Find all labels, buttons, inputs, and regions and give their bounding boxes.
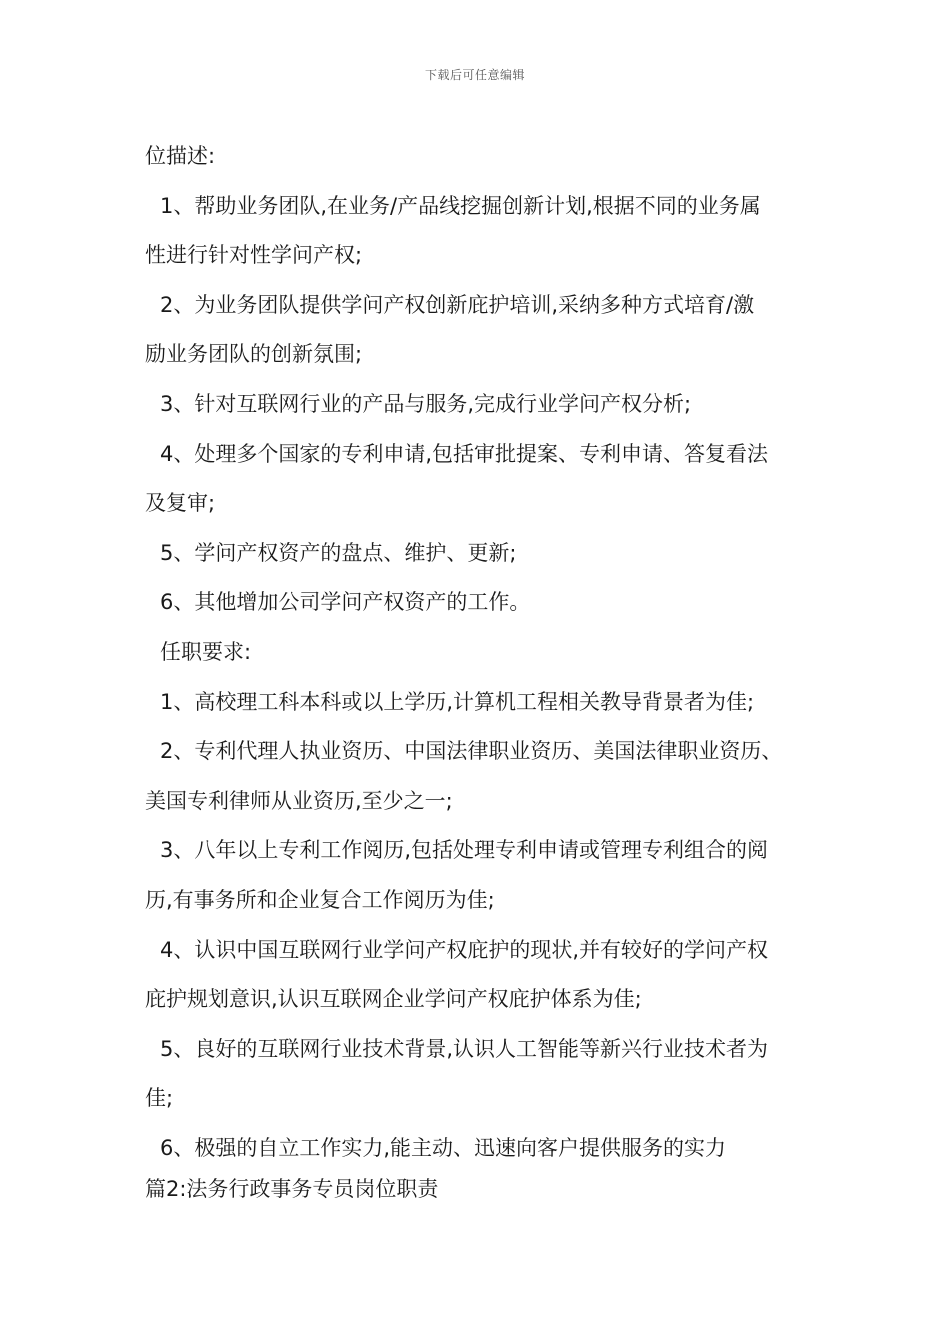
paragraph-line: 历,有事务所和企业复合工作阅历为佳;: [145, 887, 495, 912]
paragraph-line: 6、其他增加公司学问产权资产的工作。: [160, 590, 531, 615]
paragraph-line: 3、八年以上专利工作阅历,包括处理专利申请或管理专利组合的阅: [160, 838, 769, 863]
paragraph-line: 美国专利律师从业资历,至少之一;: [145, 788, 453, 813]
section-heading-requirements: 任职要求:: [160, 639, 252, 664]
paragraph-line: 4、认识中国互联网行业学问产权庇护的现状,并有较好的学问产权: [160, 937, 769, 962]
paragraph-line: 佳;: [145, 1086, 174, 1111]
paragraph-line: 2、专利代理人执业资历、中国法律职业资历、美国法律职业资历、: [160, 739, 783, 764]
document-body: [145, 132, 835, 1209]
paragraph-line: 励业务团队的创新氛围;: [145, 342, 363, 367]
paragraph-line: 位描述:: [145, 144, 216, 168]
paragraph-line: 4、处理多个国家的专利申请,包括审批提案、专利申请、答复看法: [160, 441, 769, 466]
paragraph-line: 1、帮助业务团队,在业务/产品线挖掘创新计划,根据不同的业务属: [160, 193, 761, 218]
paragraph-line: 庇护规划意识,认识互联网企业学问产权庇护体系为佳;: [145, 987, 642, 1012]
paragraph-line: 及复审;: [145, 491, 216, 516]
paragraph-line: 5、学问产权资产的盘点、维护、更新;: [160, 540, 517, 565]
paragraph-line: 3、针对互联网行业的产品与服务,完成行业学问产权分析;: [160, 391, 692, 416]
paragraph-line: 1、高校理工科本科或以上学历,计算机工程相关教导背景者为佳;: [160, 689, 755, 714]
paragraph-line: 性进行针对性学问产权;: [145, 243, 363, 268]
page-header: 下载后可任意编辑: [424, 68, 525, 82]
section-title: 篇2:法务行政事务专员岗位职责: [145, 1177, 439, 1202]
paragraph-line: 2、为业务团队提供学问产权创新庇护培训,采纳多种方式培育/激: [160, 292, 755, 317]
paragraph-line: 6、极强的自立工作实力,能主动、迅速向客户提供服务的实力: [160, 1135, 727, 1160]
paragraph-line: 5、良好的互联网行业技术背景,认识人工智能等新兴行业技术者为: [160, 1036, 769, 1061]
